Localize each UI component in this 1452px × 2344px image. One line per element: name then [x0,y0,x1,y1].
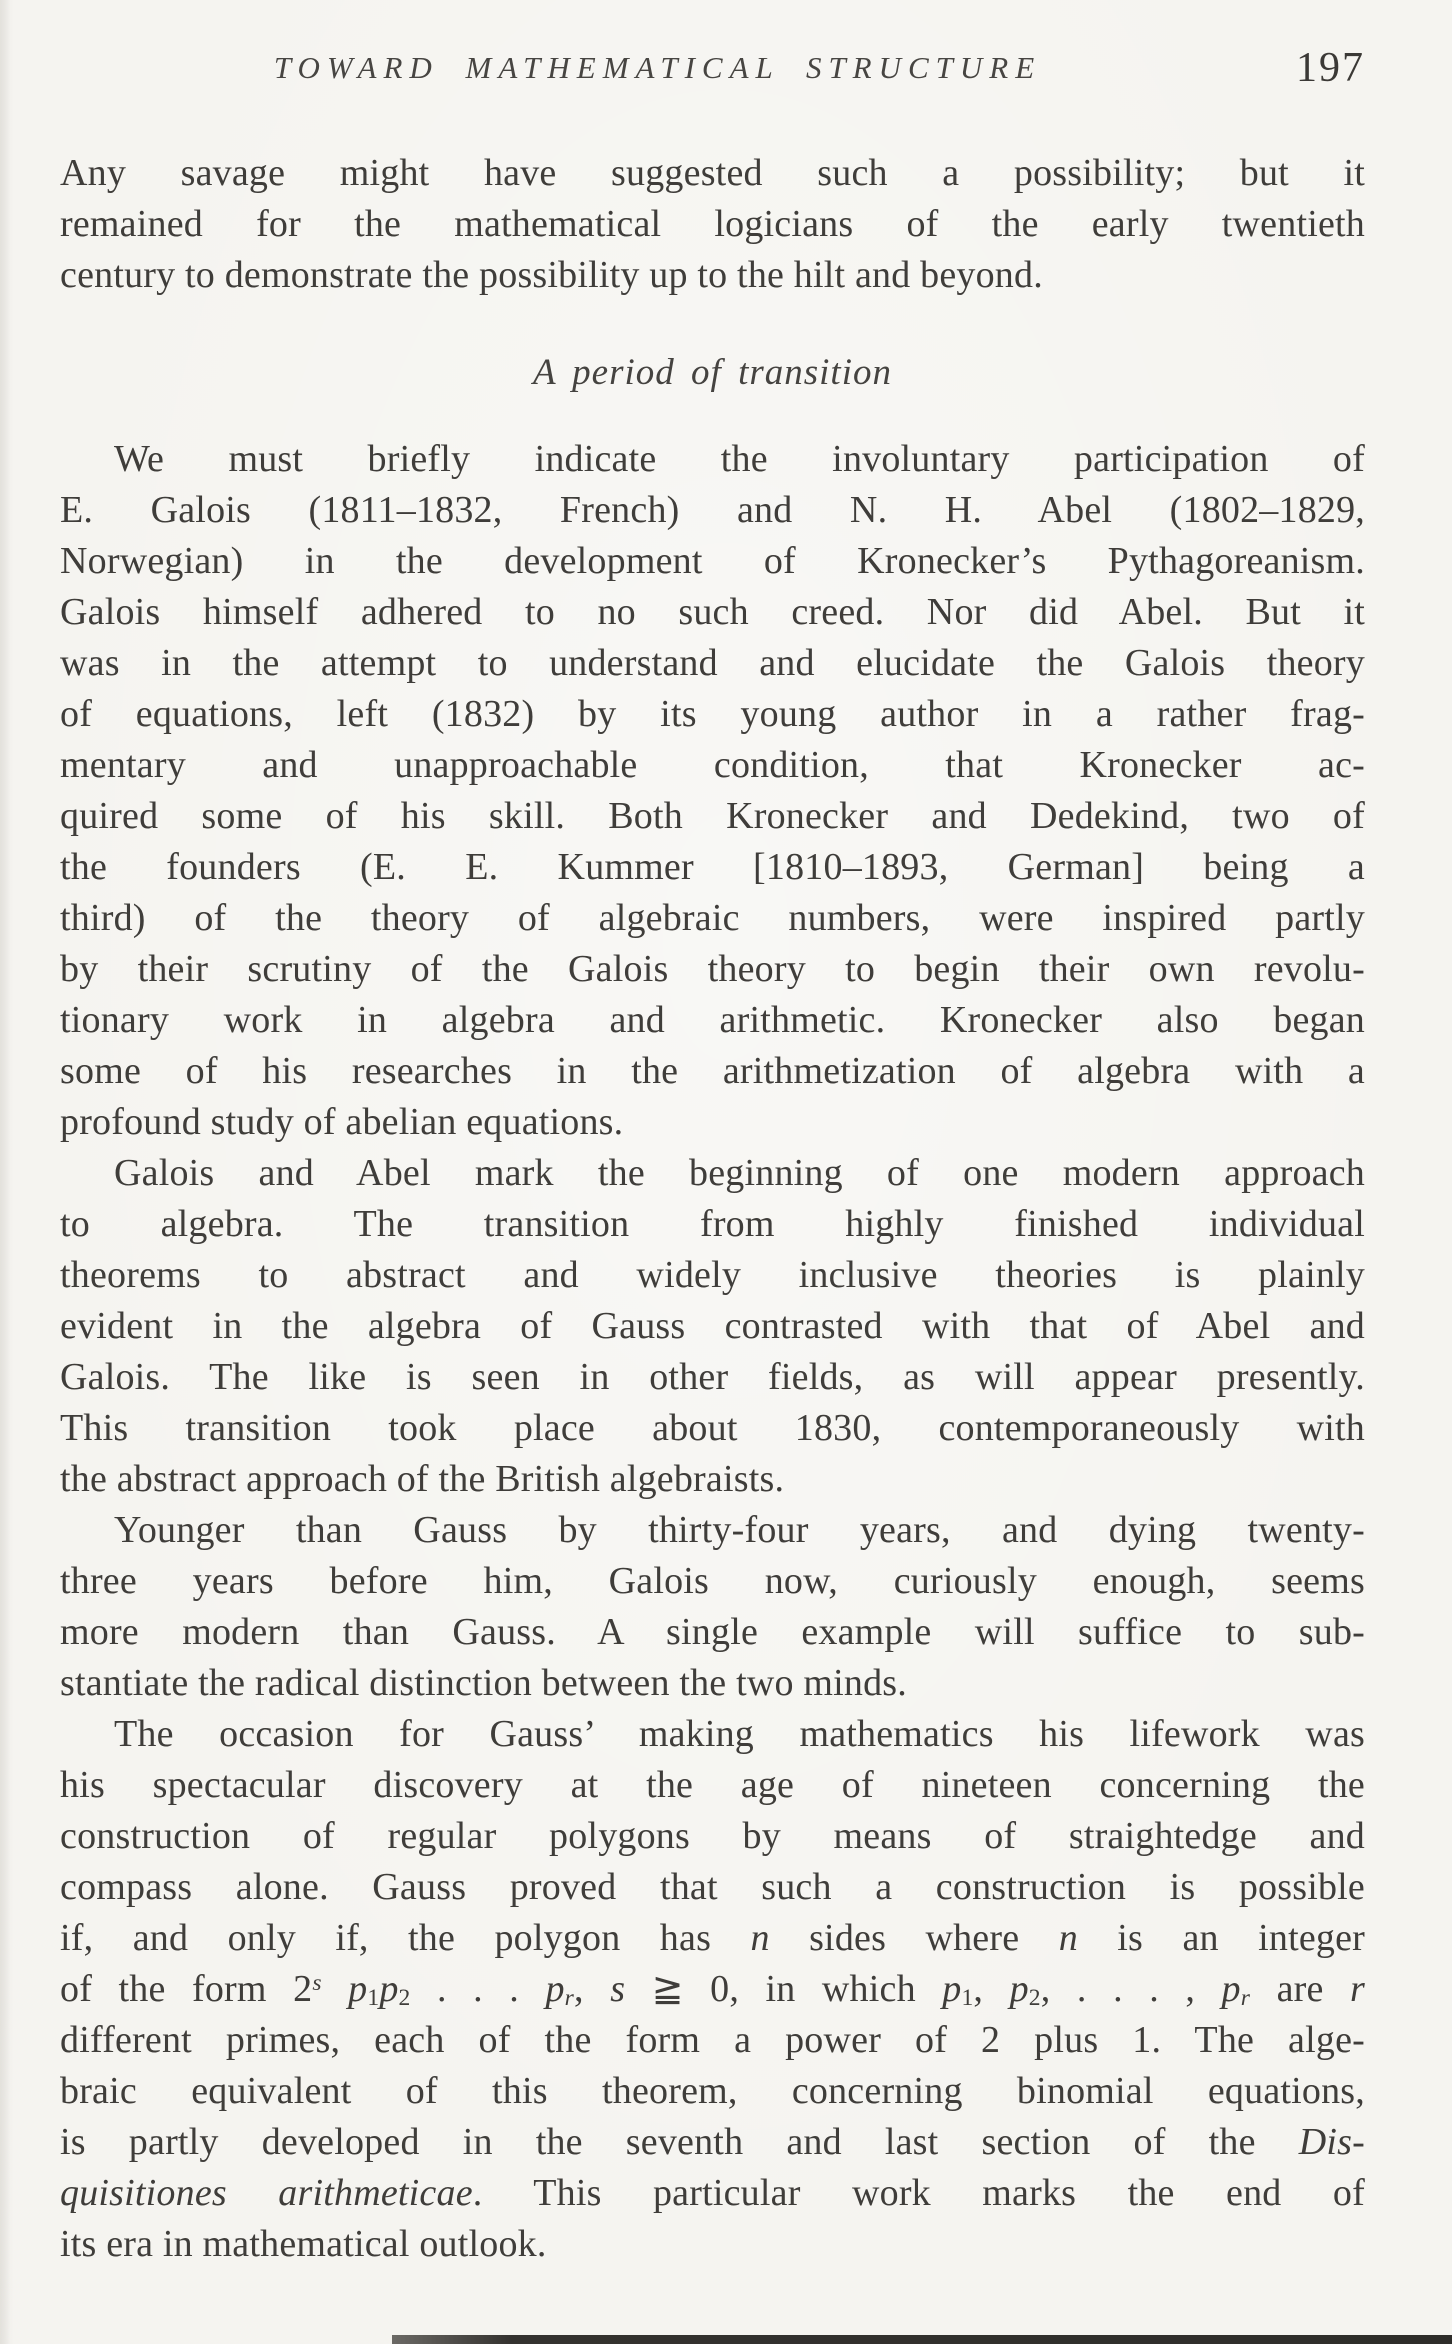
text-line: century to demonstrate the possibility up to the hilt and beyond. [60,254,1043,296]
text-line: the founders (E. E. Kummer [1810–1893, German] being a [60,846,1365,888]
paragraph [60,1505,1365,1709]
text-line: quisitiones arithmeticae. This particular work marks the end of [60,2172,1365,2214]
text-line: Norwegian) in the development of Kronecker’s Pythagoreanism. [60,540,1365,582]
scan-edge-artifact [392,2335,1452,2344]
text-line: Galois himself adhered to no such creed. Nor did Abel. But it [60,591,1365,633]
paragraph [60,1148,1365,1505]
text-line: construction of regular polygons by means of straightedge and [60,1815,1365,1857]
text-line: if, and only if, the polygon has n sides where n is an integer [60,1917,1366,1959]
paragraph [60,434,1365,1148]
text-line: mentary and unapproachable condition, that Kronecker ac- [60,744,1365,786]
text-line: third) of the theory of algebraic numbers, were inspired partly [60,897,1365,939]
text-line: more modern than Gauss. A single example will suffice to sub- [60,1611,1365,1653]
text-line: theorems to abstract and widely inclusive theories is plainly [60,1254,1365,1296]
text-line: profound study of abelian equations. [60,1101,624,1143]
text-line: braic equivalent of this theorem, concerning binomial equations, [60,2070,1365,2112]
text-line: some of his researches in the arithmetization of algebra with a [60,1050,1365,1092]
text-line: E. Galois (1811–1832, French) and N. H. Abel (1802–1829, [60,489,1365,531]
page-body [60,148,1365,2270]
text-line: compass alone. Gauss proved that such a construction is possible [60,1866,1365,1908]
text-line: stantiate the radical distinction between the two minds. [60,1662,907,1704]
text-line: This transition took place about 1830, contemporaneously with [60,1407,1365,1449]
text-line: Galois. The like is seen in other fields, as will appear presently. [60,1356,1365,1398]
running-header [60,45,1365,106]
text-line: We must briefly indicate the involuntary participation of [114,438,1365,480]
text-line: is partly developed in the seventh and last section of the Dis- [60,2121,1365,2163]
scan-gutter-shadow [0,0,10,2344]
paragraph [60,1709,1365,2270]
text-line: tionary work in algebra and arithmetic. Kronecker also began [60,999,1365,1041]
text-line: quired some of his skill. Both Kronecker and Dedekind, two of [60,795,1365,837]
text-line: evident in the algebra of Gauss contrasted with that of Abel and [60,1305,1365,1347]
text-line: The occasion for Gauss’ making mathematics his lifework was [114,1713,1365,1755]
text-line: Any savage might have suggested such a possibility; but it [60,152,1365,194]
running-header-title: TOWARD MATHEMATICAL STRUCTURE [273,50,1042,85]
text-line: the abstract approach of the British algebraists. [60,1458,785,1500]
text-line: his spectacular discovery at the age of nineteen concerning the [60,1764,1365,1806]
text-line: three years before him, Galois now, curiously enough, seems [60,1560,1365,1602]
text-line: of equations, left (1832) by its young author in a rather frag- [60,693,1365,735]
paragraph [60,148,1365,301]
text-line: its era in mathematical outlook. [60,2223,547,2265]
text-line: was in the attempt to understand and elucidate the Galois theory [60,642,1365,684]
text-line: remained for the mathematical logicians of the early twentieth [60,203,1365,245]
text-line: Galois and Abel mark the beginning of one modern approach [114,1152,1365,1194]
text-line: Younger than Gauss by thirty-four years, and dying twenty- [114,1509,1365,1551]
text-line: by their scrutiny of the Galois theory to begin their own revolu- [60,948,1365,990]
section-heading: A period of transition [533,352,892,393]
page-number: 197 [1296,45,1365,91]
text-line: of the form 2$^s$ $p_1p_2$ . . . $p_r$, s ≧ 0, in which $p_1$, $p_2$, . . . , $p_r$ are r [60,1968,1366,2012]
text-line: different primes, each of the form a power of 2 plus 1. The alge- [60,2019,1365,2061]
text-line: to algebra. The transition from highly finished individual [60,1203,1365,1245]
